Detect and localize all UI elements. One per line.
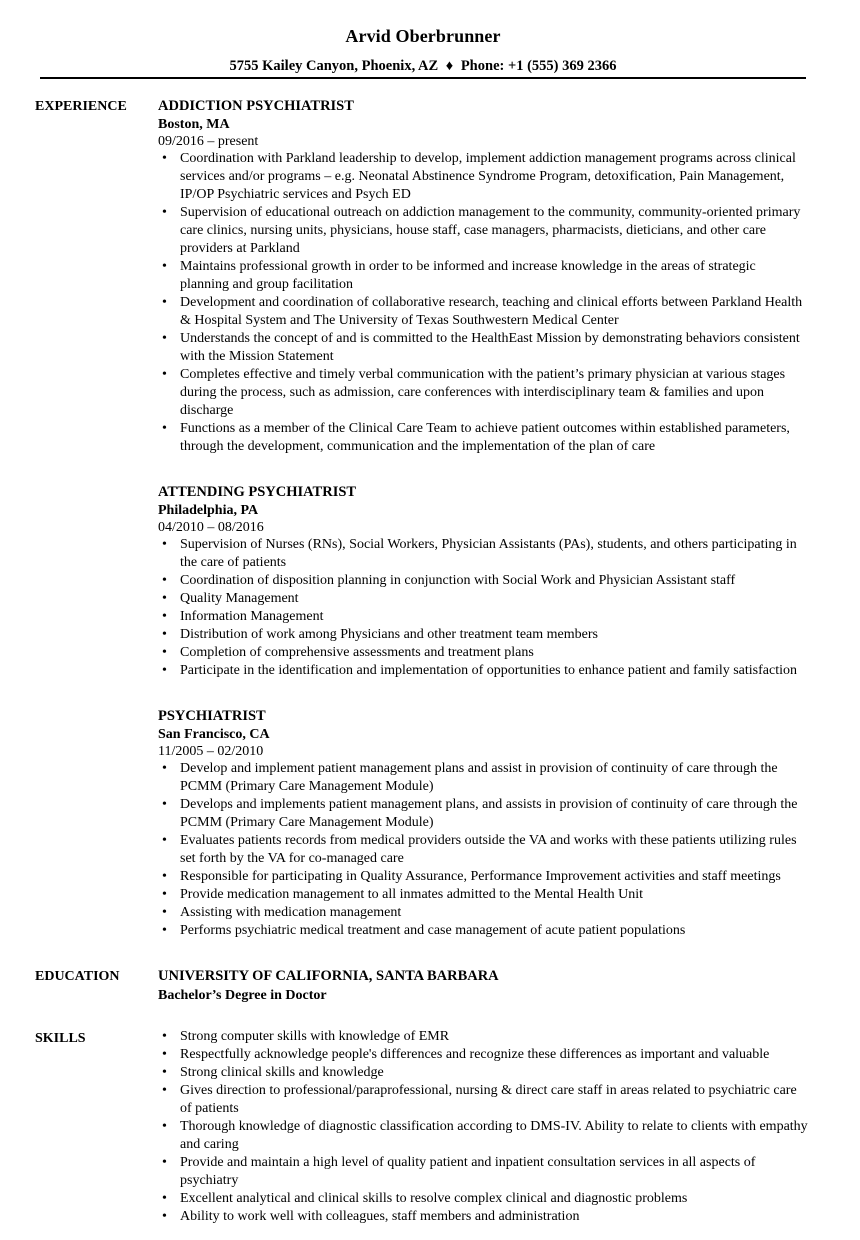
bullet-item: • Supervision of educational outreach on addiction management to the community, community-oriented primary care clinics, nursing units, physicians, house staff, case managers, pharmacists, dieticians, and other care providers at Parkland: [158, 204, 808, 258]
header-divider: [40, 77, 806, 79]
bullet-item: • Distribution of work among Physicians and other treatment team members: [158, 626, 808, 644]
job-bullets: [158, 150, 808, 456]
skills-heading: SKILLS: [35, 1031, 86, 1046]
job-dates: 04/2010 – 08/2016: [158, 520, 264, 535]
skill-item: • Ability to work well with colleagues, staff members and administration: [158, 1208, 808, 1226]
bullet-item: • Evaluates patients records from medical providers outside the VA and works with these patients utilizing rules set forth by the VA for co-managed care: [158, 832, 808, 868]
skills-section: [0, 1028, 860, 1226]
education-degree: Bachelor’s Degree in Doctor: [158, 988, 327, 1003]
skill-item: • Strong clinical skills and knowledge: [158, 1064, 808, 1082]
job-title: PSYCHIATRIST: [158, 708, 266, 724]
bullet-item: • Participate in the identification and implementation of opportunities to enhance patient and family satisfaction: [158, 662, 808, 680]
contact-address: 5755 Kailey Canyon, Phoenix, AZ: [229, 58, 439, 74]
bullet-item: • Development and coordination of collaborative research, teaching and clinical efforts between Parkland Health & Hospital System and The University of Texas Southwestern Medical Center: [158, 294, 808, 330]
job-title: ADDICTION PSYCHIATRIST: [158, 98, 354, 114]
bullet-item: • Performs psychiatric medical treatment and case management of acute patient populations: [158, 922, 808, 940]
bullet-item: • Information Management: [158, 608, 808, 626]
job-location: Boston, MA: [158, 117, 230, 132]
contact-phone: Phone: +1 (555) 369 2366: [460, 58, 617, 74]
diamond-separator-icon: ♦: [445, 58, 454, 74]
bullet-item: • Develop and implement patient management plans and assist in provision of continuity of care through the PCMM (Primary Care Management Module): [158, 760, 808, 796]
skill-item: • Thorough knowledge of diagnostic classification according to DMS-IV. Ability to relate to clients with empathy and caring: [158, 1118, 808, 1154]
experience-section: [0, 96, 860, 940]
bullet-item: • Coordination with Parkland leadership to develop, implement addiction management programs across clinical services and/or programs – e.g. Neonatal Abstinence Syndrome Program, detoxification, Pain Management, IP/OP Psychiatric services and Psych ED: [158, 150, 808, 204]
bullet-item: • Provide medication management to all inmates admitted to the Mental Health Unit: [158, 886, 808, 904]
bullet-item: • Understands the concept of and is committed to the HealthEast Mission by demonstrating behaviors consistent with the Mission Statement: [158, 330, 808, 366]
job-bullets: [158, 536, 808, 680]
bullet-item: • Develops and implements patient management plans, and assists in provision of continuity of care through the PCMM (Primary Care Management Module): [158, 796, 808, 832]
job-location: San Francisco, CA: [158, 727, 270, 742]
skill-item: • Excellent analytical and clinical skills to resolve complex clinical and diagnostic problems: [158, 1190, 808, 1208]
skills-bullets: [158, 1028, 808, 1226]
bullet-item: • Coordination of disposition planning in conjunction with Social Work and Physician Assistant staff: [158, 572, 808, 590]
job-bullets: [158, 760, 808, 940]
job-title: ATTENDING PSYCHIATRIST: [158, 484, 357, 500]
bullet-item: • Responsible for participating in Quality Assurance, Performance Improvement activities and staff meetings: [158, 868, 808, 886]
job-location: Philadelphia, PA: [158, 503, 259, 518]
bullet-item: • Assisting with medication management: [158, 904, 808, 922]
education-section: [0, 966, 860, 1006]
experience-heading: EXPERIENCE: [35, 99, 127, 114]
skill-item: • Gives direction to professional/paraprofessional, nursing & direct care staff in areas related to psychiatric care of patients: [158, 1082, 808, 1118]
resume-content: [0, 96, 860, 1226]
job-entry: [158, 482, 808, 680]
bullet-item: • Quality Management: [158, 590, 808, 608]
education-school: UNIVERSITY OF CALIFORNIA, SANTA BARBARA: [158, 968, 499, 984]
experience-list: [158, 96, 808, 940]
skill-item: • Strong computer skills with knowledge of EMR: [158, 1028, 808, 1046]
job-entry: [158, 96, 808, 456]
job-dates: 11/2005 – 02/2010: [158, 744, 264, 759]
bullet-item: • Completion of comprehensive assessments and treatment plans: [158, 644, 808, 662]
skills-list: [158, 1028, 808, 1226]
contact-line: [0, 58, 846, 75]
skill-item: • Respectfully acknowledge people's differences and recognize these differences as important and valuable: [158, 1046, 808, 1064]
bullet-item: • Functions as a member of the Clinical Care Team to achieve patient outcomes within established parameters, through the development, communication and the implementation of the plan of care: [158, 420, 808, 456]
job-dates: 09/2016 – present: [158, 134, 259, 149]
bullet-item: • Completes effective and timely verbal communication with the patient’s primary physician at various stages during the process, such as admission, care conferences with interdisciplinary team & families and upon discharge: [158, 366, 808, 420]
skill-item: • Provide and maintain a high level of quality patient and inpatient consultation services in all aspects of psychiatry: [158, 1154, 808, 1190]
bullet-item: • Maintains professional growth in order to be informed and increase knowledge in the areas of strategic planning and group facilitation: [158, 258, 808, 294]
candidate-name: Arvid Oberbrunner: [345, 26, 501, 46]
education-heading: EDUCATION: [35, 969, 120, 984]
bullet-item: • Supervision of Nurses (RNs), Social Workers, Physician Assistants (PAs), students, and others participating in the care of patients: [158, 536, 808, 572]
education-entry: [158, 966, 808, 1006]
job-entry: [158, 706, 808, 940]
